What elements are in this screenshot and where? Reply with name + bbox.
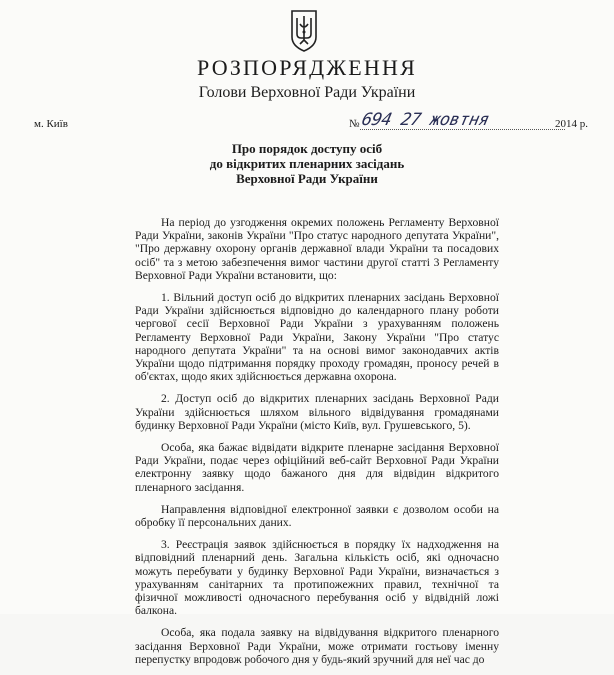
title-line: до відкритих пленарних засідань bbox=[209, 156, 405, 171]
title-line: Про порядок доступу осіб bbox=[231, 141, 383, 156]
paragraph-item-1: 1. Вільний доступ осіб до відкритих пленарних засідань Верховної Ради України здійснюється відповідно до календарного плану роботи чергової сесії Верховної Ради України з урахуванням положень Регламенту Верховної Ради України, Закону України "Про статус народного депутата України" та на основі вимог законодавчих актів України щодо підтримання порядку проходу громадян, проносу речей в об'єктах, щодо яких здійснюється державна охорона. bbox=[135, 291, 499, 384]
date-underline bbox=[360, 129, 565, 130]
handwritten-number-date: 694 27 жовтня bbox=[359, 110, 491, 130]
place-label: м. Київ bbox=[34, 118, 68, 130]
year-label: 2014 р. bbox=[555, 118, 588, 130]
title-line: Верховної Ради України bbox=[236, 171, 378, 186]
paragraph: Направлення відповідної електронної заявки є дозволом особи на обробку її персональних даних. bbox=[135, 502, 499, 530]
number-label: № bbox=[349, 118, 360, 130]
document-title bbox=[0, 141, 614, 186]
paragraph: Особа, яка бажає відвідати відкрите пленарне засідання Верховної Ради України, подає через офіційний веб-сайт Верховної Ради України електронну заявку щодо бажаного дня для відвідин відкритого пленарного засідання. bbox=[135, 441, 499, 494]
paragraph-preamble: На період до узгодження окремих положень Регламенту Верховної Ради України, законів України "Про статус народного депутата України", "Про державну охорону органів державної влади України та посадових осіб" та з метою забезпечення вимог частини другої статті 3 Регламенту Верховної Ради України встановити, що: bbox=[135, 216, 499, 282]
document-type-heading: РОЗПОРЯДЖЕННЯ bbox=[197, 55, 417, 80]
document-body bbox=[135, 216, 499, 675]
paragraph: Особа, яка подала заявку на відвідування відкритого пленарного засідання Верховної Ради України, може отримати гостьову іменну перепустку впродовж робочого дня у будь-який зручний для неї час до bbox=[135, 626, 499, 666]
issuer-heading: Голови Верховної Ради України bbox=[198, 84, 416, 101]
paragraph-item-3: 3. Реєстрація заявок здійснюється в порядку їх надходження на відповідний пленарний день. Загальна кількість осіб, які одночасно можуть перебувати у будинку Верховної Ради України, визначається з урахуванням санітарних та протипожежних правил, технічної та фізичної можливості одночасного перебування осіб у відвідній ложі балкона. bbox=[135, 538, 499, 618]
paragraph-item-2: 2. Доступ осіб до відкритих пленарних засідань Верховної Ради України здійснюється шляхом вільного відвідування громадянами будинку Верховної Ради України (місто Київ, вул. Грушевського, 5). bbox=[135, 392, 499, 432]
trident-coat-of-arms-icon bbox=[290, 10, 318, 52]
